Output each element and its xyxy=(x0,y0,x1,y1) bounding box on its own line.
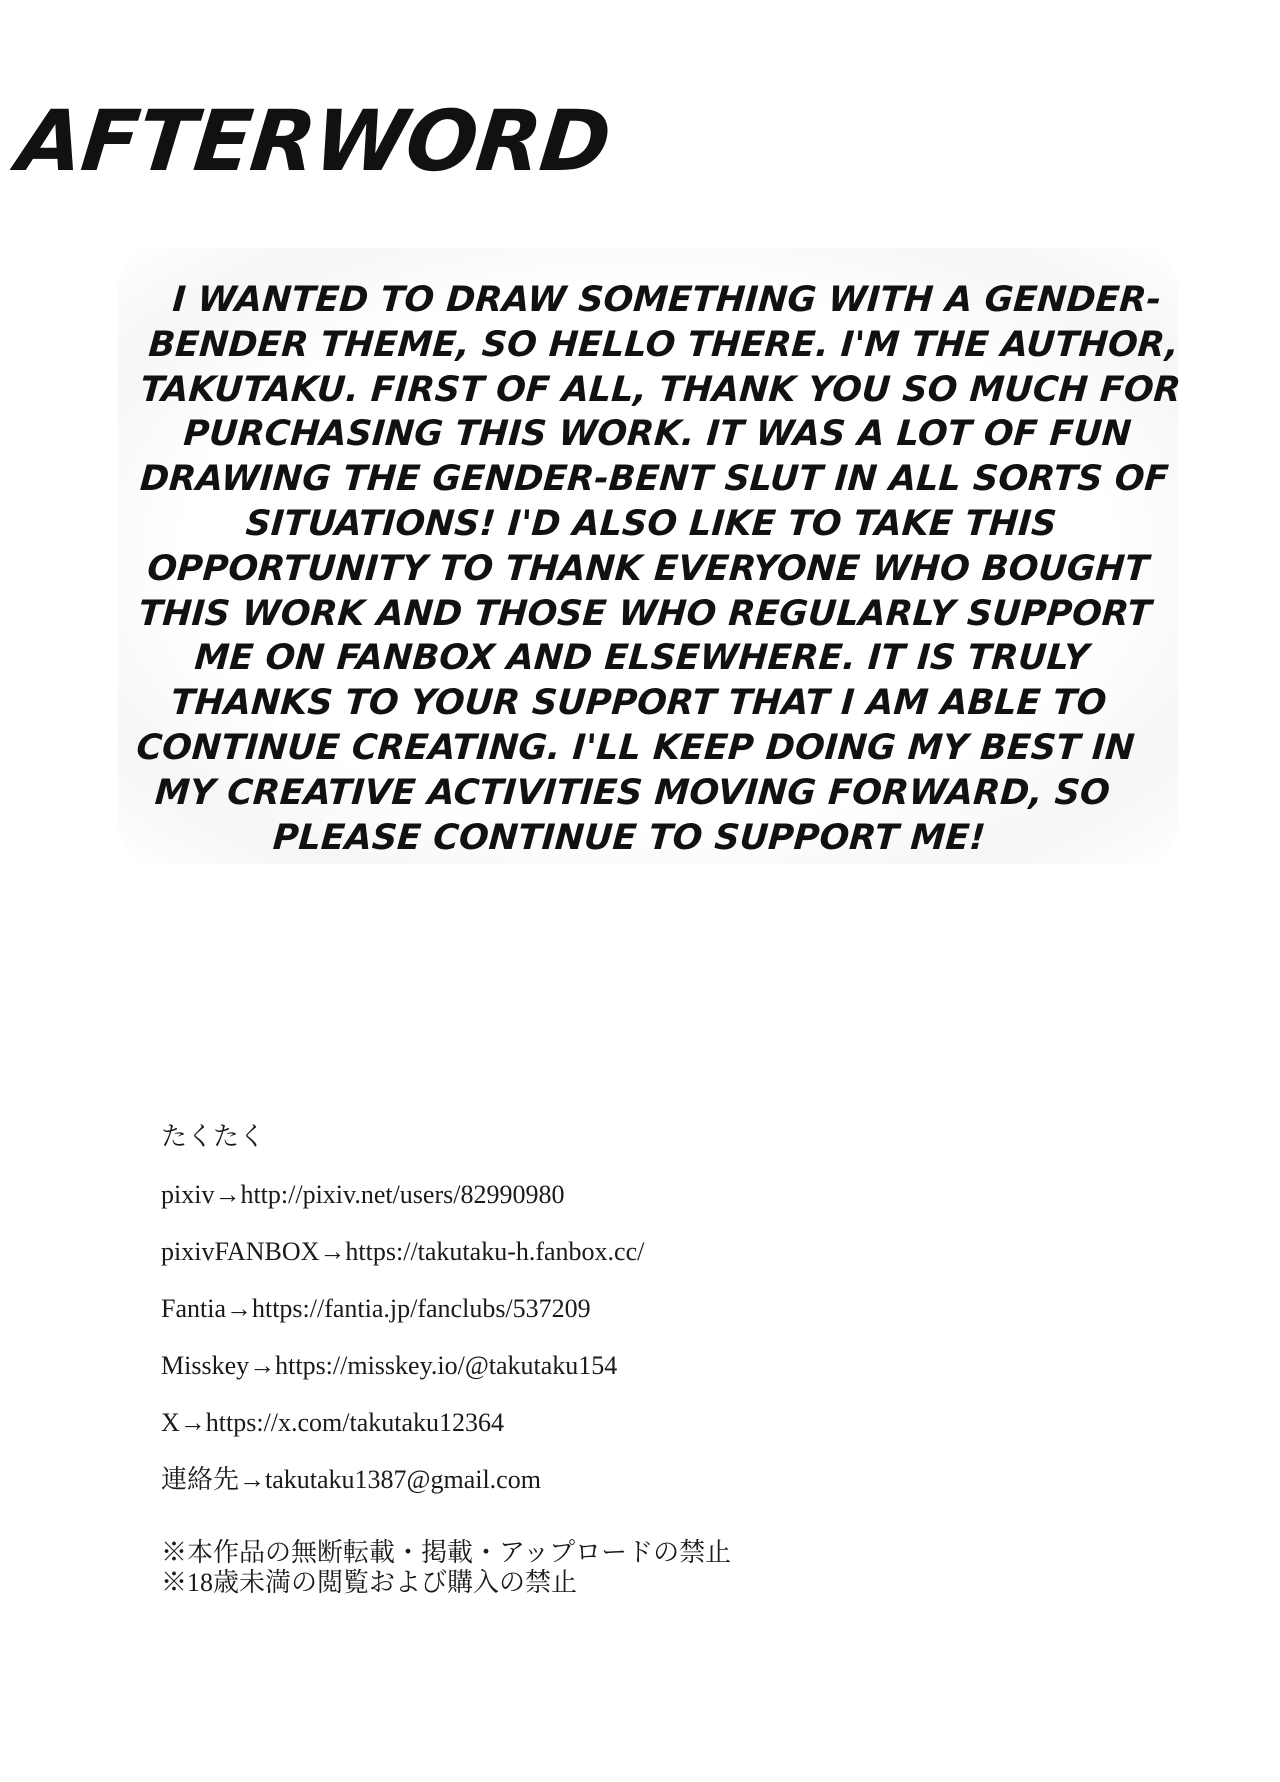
fanbox-link: pixivFANBOX→https://takutaku-h.fanbox.cc/ xyxy=(161,1237,645,1266)
misskey-link: Misskey→https://misskey.io/@takutaku154 xyxy=(161,1351,618,1380)
fantia-link: Fantia→https://fantia.jp/fanclubs/537209 xyxy=(161,1294,591,1323)
contact-email: 連絡先→takutaku1387@gmail.com xyxy=(161,1465,541,1494)
x-link: X→https://x.com/takutaku12364 xyxy=(161,1408,505,1437)
notice-age-restriction: ※18歳未満の閲覧および購入の禁止 xyxy=(161,1568,578,1597)
notices xyxy=(161,1538,731,1598)
author-name: たくたく xyxy=(161,1122,266,1151)
afterword-message: I WANTED TO DRAW SOMETHING WITH A GENDER-BENDER THEME, SO HELLO THERE. I'M THE AUTHOR, TAKUTAKU. FIRST OF ALL, THANK YOU SO MUCH FOR PURCHASING THIS WORK. IT WAS A LOT OF FUN DRAWING THE GENDER-BENT SLUT IN ALL SORTS OF SITUATIONS! I'D ALSO LIKE TO TAKE THIS OPPORTUNITY TO THANK EVERYONE WHO BOUGHT THIS WORK AND THOSE WHO REGULARLY SUPPORT ME ON FANBOX AND ELSEWHERE. IT IS TRULY THANKS TO YOUR SUPPORT THAT I AM ABLE TO CONTINUE CREATING. I'LL KEEP DOING MY BEST IN MY CREATIVE ACTIVITIES MOVING FORWARD, SO PLEASE CONTINUE TO SUPPORT ME! xyxy=(135,280,1183,858)
pixiv-link: pixiv→http://pixiv.net/users/82990980 xyxy=(161,1180,565,1209)
notice-no-reupload: ※本作品の無断転載・掲載・アップロードの禁止 xyxy=(161,1538,732,1567)
page-title: AFTERWORD xyxy=(12,92,615,190)
